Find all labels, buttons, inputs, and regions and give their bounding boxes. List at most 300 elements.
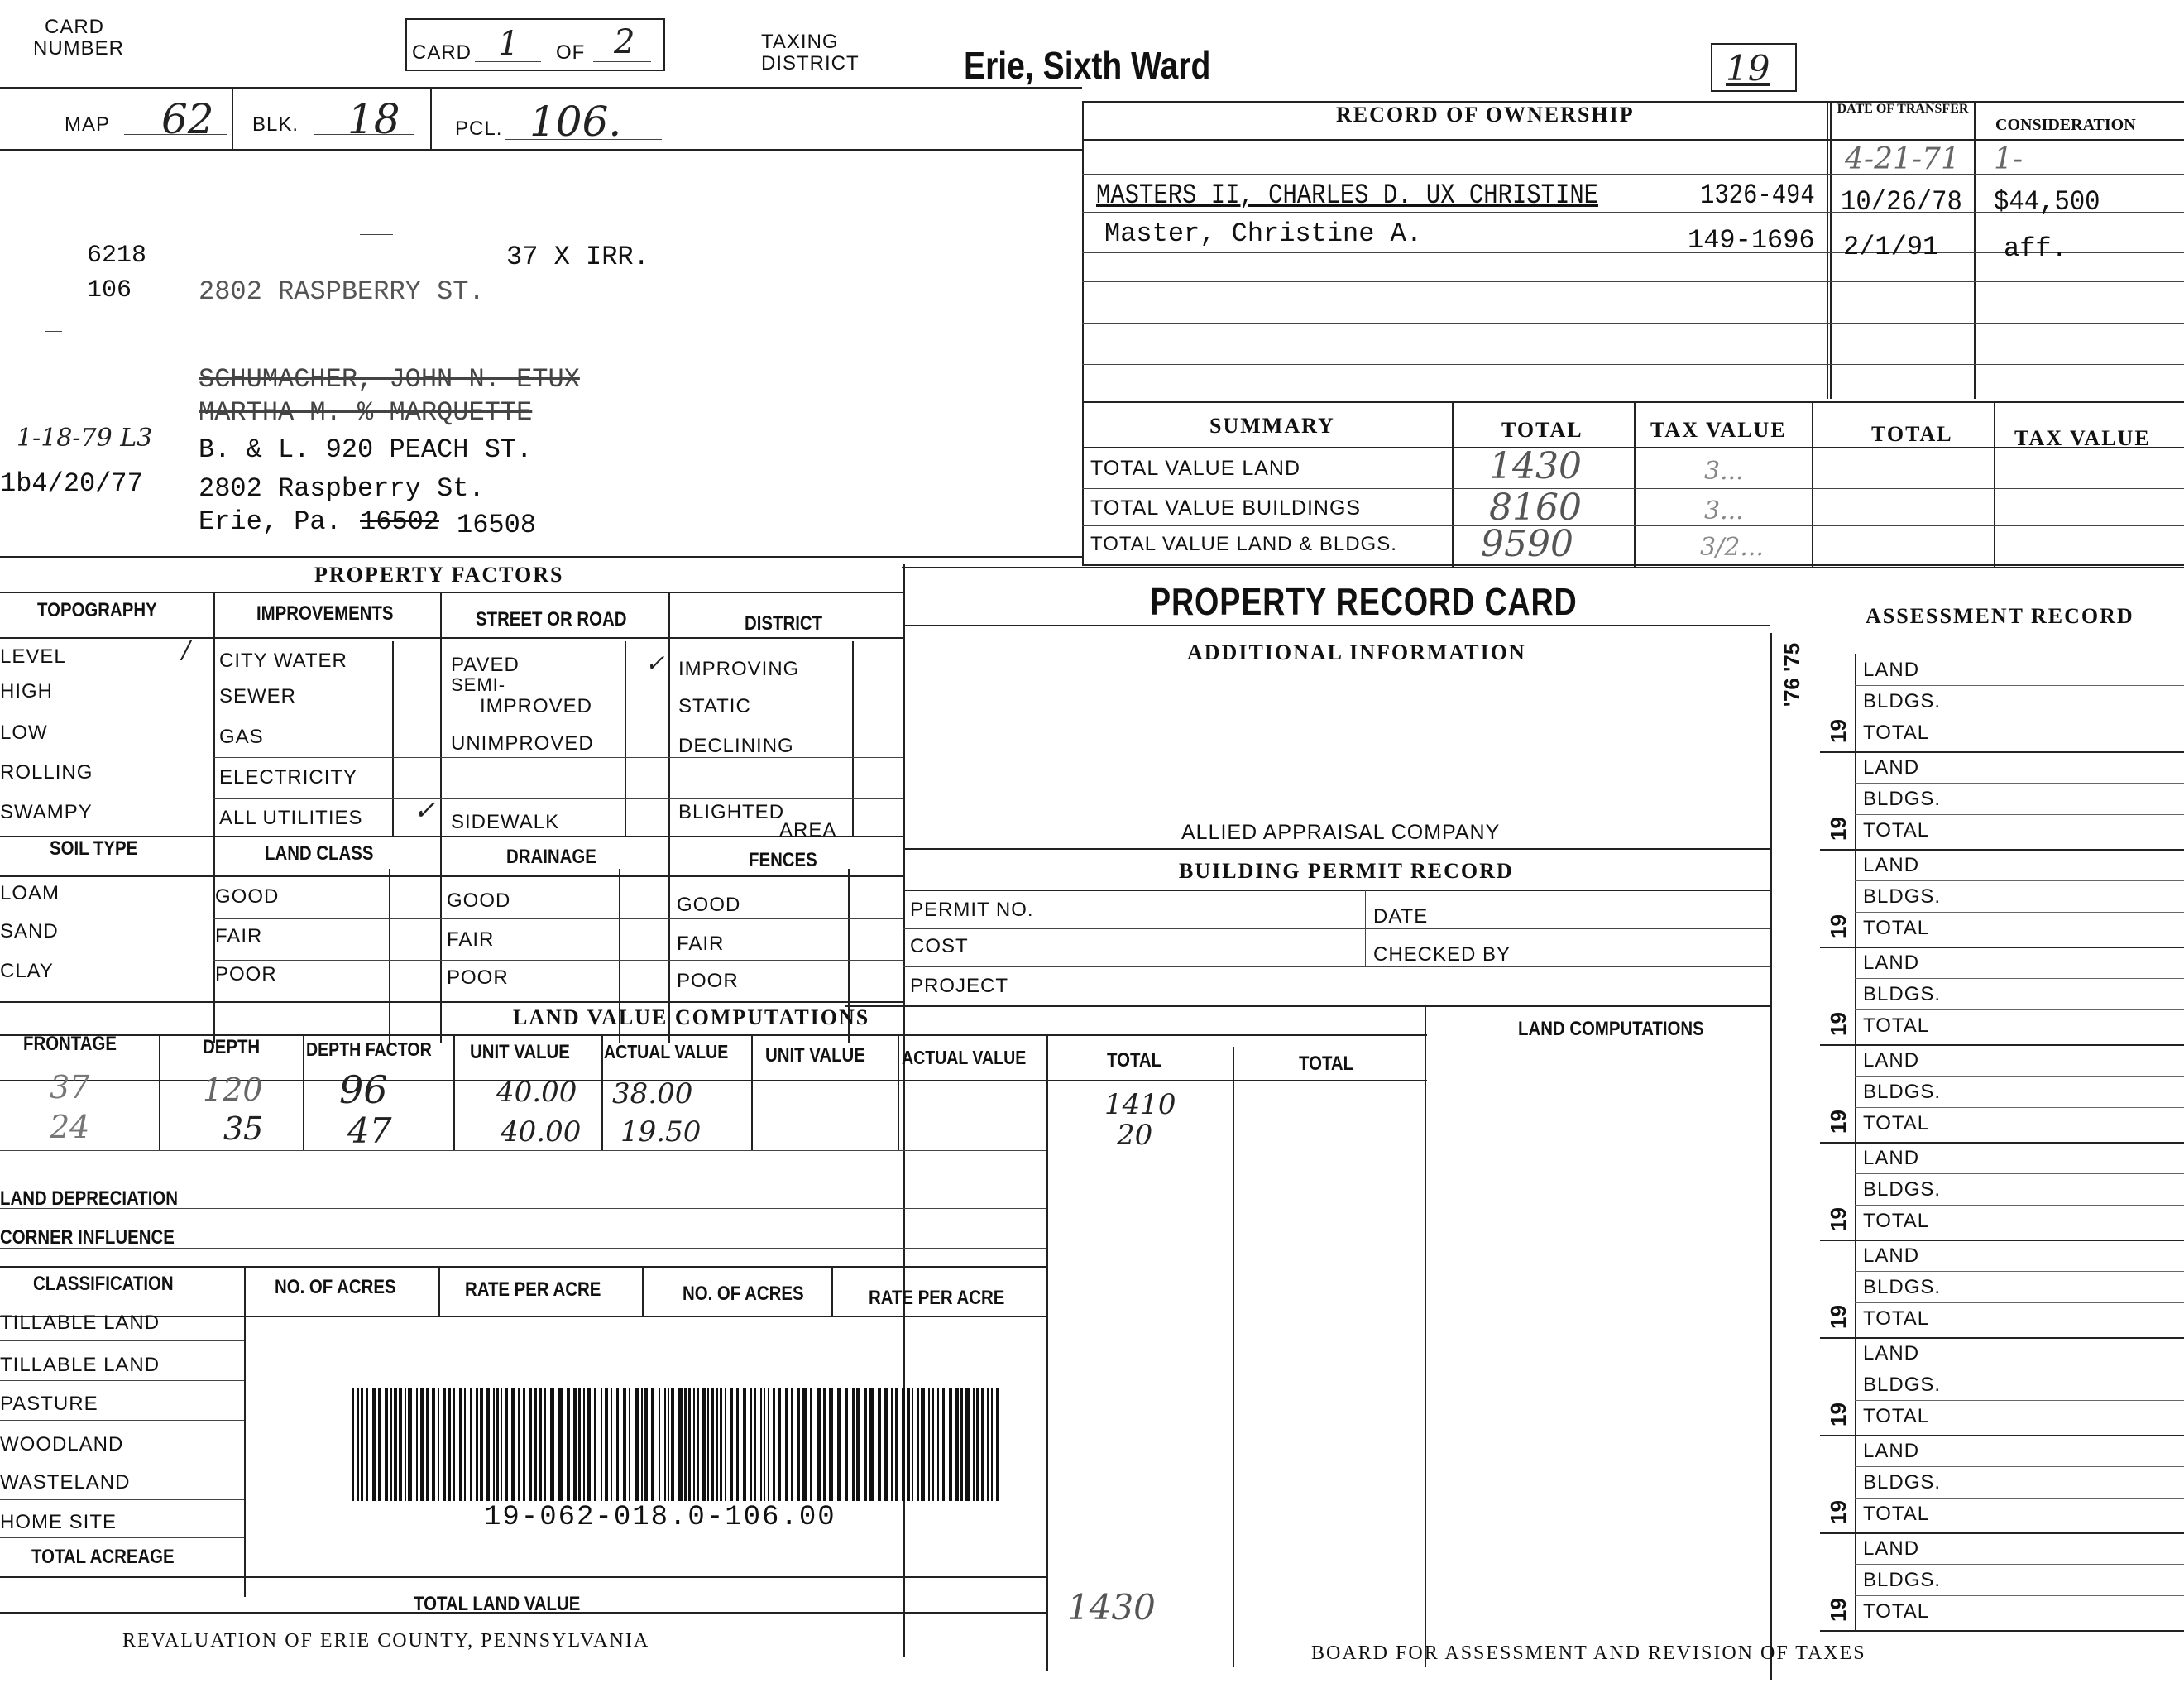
barcode-bar bbox=[641, 1388, 643, 1501]
owner-row-3-name: Master, Christine A. bbox=[1104, 218, 1423, 249]
summary-row-all-total: 9590 bbox=[1481, 523, 1573, 565]
assessment-bldgs-label: BLDGS. bbox=[1863, 885, 1942, 908]
barcode-bar bbox=[750, 1388, 752, 1501]
barcode-bar bbox=[991, 1388, 993, 1501]
mail-zip-old: 16502 bbox=[360, 506, 440, 537]
assessment-total-label: TOTAL bbox=[1863, 1307, 1930, 1330]
barcode-bar bbox=[529, 1388, 532, 1501]
barcode-bar bbox=[688, 1388, 691, 1501]
barcode-bar bbox=[366, 1388, 368, 1501]
barcode-bar bbox=[659, 1388, 660, 1501]
assessment-land-label: LAND bbox=[1863, 1440, 1920, 1462]
barcode-bar bbox=[976, 1388, 979, 1501]
barcode-bar bbox=[438, 1388, 439, 1501]
barcode-bar bbox=[955, 1388, 959, 1501]
barcode-bar bbox=[711, 1388, 714, 1501]
land-computations-title: LAND COMPUTATIONS bbox=[1518, 1018, 1704, 1040]
fences-header: FENCES bbox=[749, 849, 817, 871]
assessment-block bbox=[1820, 1240, 2184, 1339]
assessment-land-label: LAND bbox=[1863, 854, 1920, 876]
barcode-bar bbox=[671, 1388, 674, 1501]
drainage-header: DRAINAGE bbox=[506, 846, 596, 868]
drainage-fair: FAIR bbox=[447, 928, 495, 951]
improvement-city-water: CITY WATER bbox=[219, 650, 347, 672]
fences-good: GOOD bbox=[677, 894, 741, 916]
barcode-bar bbox=[810, 1388, 812, 1501]
lv-row-1-factor: 96 bbox=[339, 1067, 388, 1112]
card-number-label: CARD NUMBER bbox=[33, 16, 125, 60]
barcode-bar bbox=[878, 1388, 881, 1501]
lv-row-2-depth: 35 bbox=[223, 1110, 264, 1147]
barcode-bar bbox=[730, 1388, 733, 1501]
permit-date-label: DATE bbox=[1373, 905, 1429, 928]
card-num: 1 bbox=[498, 25, 520, 63]
assessment-year-prefix: 19 bbox=[1825, 1403, 1851, 1427]
barcode-bar bbox=[390, 1388, 392, 1501]
land-class-fair: FAIR bbox=[215, 925, 263, 947]
total-land-value-label: TOTAL LAND VALUE bbox=[414, 1593, 581, 1615]
barcode-bar bbox=[791, 1388, 793, 1501]
assessment-year-prefix: 19 bbox=[1825, 1110, 1851, 1134]
rate-per-acre-header-2: RATE PER ACRE bbox=[869, 1287, 1005, 1309]
assessment-total-label: TOTAL bbox=[1863, 917, 1930, 939]
barcode-bar bbox=[960, 1388, 963, 1501]
owner-row-3-consideration: aff. bbox=[2004, 233, 2067, 264]
assessment-year-prefix: 19 bbox=[1825, 817, 1851, 841]
lv-row-2-frontage: 24 bbox=[50, 1109, 90, 1145]
total-acreage-label: TOTAL ACREAGE bbox=[31, 1546, 175, 1568]
barcode-bar bbox=[511, 1388, 515, 1501]
transfer-date-1: 1-18-79 L3 bbox=[17, 424, 153, 453]
no-of-acres-header-2: NO. OF ACRES bbox=[682, 1283, 804, 1305]
barcode-bar bbox=[523, 1388, 525, 1501]
barcode-bar bbox=[802, 1388, 807, 1501]
card-total: 2 bbox=[614, 23, 635, 61]
assessment-year-prefix: 19 bbox=[1825, 914, 1851, 938]
assessment-year-prefix: 19 bbox=[1825, 1012, 1851, 1036]
old-owner-line-2: MARTHA M. % MARQUETTE bbox=[199, 397, 533, 428]
barcode-bar bbox=[664, 1388, 666, 1501]
barcode-bar bbox=[493, 1388, 495, 1501]
assessment-title: ASSESSMENT RECORD bbox=[1866, 604, 2134, 628]
barcode-bar bbox=[420, 1388, 424, 1501]
barcode-bar bbox=[448, 1388, 451, 1501]
class-pasture: PASTURE bbox=[0, 1393, 98, 1415]
barcode-bar bbox=[518, 1388, 520, 1501]
barcode-bar bbox=[764, 1388, 765, 1501]
class-tillable-land-1: TILLABLE LAND bbox=[0, 1312, 160, 1334]
summary-title: SUMMARY bbox=[1209, 414, 1335, 438]
barcode-bar bbox=[385, 1388, 388, 1501]
barcode-bar bbox=[459, 1388, 462, 1501]
assessment-block bbox=[1820, 1337, 2184, 1436]
assessment-land-label: LAND bbox=[1863, 756, 1920, 779]
barcode-bar bbox=[942, 1388, 945, 1501]
barcode-bar bbox=[443, 1388, 446, 1501]
soil-loam: LOAM bbox=[0, 882, 60, 904]
land-class-poor: POOR bbox=[215, 963, 277, 985]
barcode-bar bbox=[768, 1388, 769, 1501]
barcode-bar bbox=[629, 1388, 630, 1501]
barcode-bar bbox=[534, 1388, 537, 1501]
barcode-bar bbox=[378, 1388, 381, 1501]
class-woodland: WOODLAND bbox=[0, 1433, 124, 1455]
assessment-year-prefix: 19 bbox=[1825, 1598, 1851, 1622]
barcode-bar bbox=[797, 1388, 800, 1501]
ward-box bbox=[1711, 43, 1797, 92]
summary-total-header-2: TOTAL bbox=[1871, 422, 1953, 446]
barcode-bar bbox=[856, 1388, 860, 1501]
lv-row-1-actual: 38.00 bbox=[612, 1077, 693, 1110]
date-of-transfer-header: DATE OF TRANSFER bbox=[1837, 102, 1969, 116]
assessment-block bbox=[1820, 1532, 2184, 1632]
lv-row-2-actual: 19.50 bbox=[620, 1115, 702, 1149]
assessment-land-label: LAND bbox=[1863, 1342, 1920, 1364]
topography-low: LOW bbox=[0, 722, 48, 744]
class-wasteland: WASTELAND bbox=[0, 1471, 131, 1494]
assessment-block bbox=[1820, 1142, 2184, 1241]
barcode-bar bbox=[907, 1388, 910, 1501]
lv-header-depth-factor: DEPTH FACTOR bbox=[306, 1038, 432, 1060]
barcode-bar bbox=[949, 1388, 952, 1501]
barcode-bar bbox=[823, 1388, 826, 1501]
land-depreciation-label: LAND DEPRECIATION bbox=[0, 1187, 178, 1210]
assessment-land-label: LAND bbox=[1863, 659, 1920, 681]
lv-row-2-total: 20 bbox=[1117, 1119, 1153, 1152]
assessment-total-label: TOTAL bbox=[1863, 1503, 1930, 1525]
owner-row-2-deed: 1326-494 bbox=[1700, 180, 1815, 212]
barcode-bar bbox=[611, 1388, 612, 1501]
classification-header: CLASSIFICATION bbox=[33, 1273, 174, 1295]
barcode-bar bbox=[965, 1388, 970, 1501]
assessment-bldgs-label: BLDGS. bbox=[1863, 788, 1942, 810]
lv-header-frontage: FRONTAGE bbox=[23, 1033, 117, 1055]
assessment-bldgs-label: BLDGS. bbox=[1863, 1569, 1942, 1591]
assessment-year-prefix: 19 bbox=[1825, 1207, 1851, 1231]
of-label: OF bbox=[556, 41, 586, 64]
mail-address-city: Erie, Pa. bbox=[199, 506, 342, 537]
barcode-bar bbox=[884, 1388, 888, 1501]
lv-header-unit-value-2: UNIT VALUE bbox=[765, 1044, 865, 1067]
lv-header-actual-value-2: ACTUAL VALUE bbox=[902, 1047, 1027, 1068]
barcode-bar bbox=[394, 1388, 397, 1501]
barcode-bar bbox=[550, 1388, 554, 1501]
barcode-bar bbox=[408, 1388, 412, 1501]
barcode-bar bbox=[616, 1388, 619, 1501]
summary-tax-value-header: TAX VALUE bbox=[1650, 418, 1787, 442]
barcode-bar bbox=[981, 1388, 984, 1501]
check-mark: / bbox=[182, 635, 191, 664]
check-mark: ✓ bbox=[645, 650, 665, 677]
assessment-block bbox=[1820, 849, 2184, 948]
barcode-bar bbox=[684, 1388, 687, 1501]
street-semi: SEMI- bbox=[451, 674, 506, 695]
summary-row-all-tax: 3/2... bbox=[1700, 533, 1764, 562]
assessment-bldgs-label: BLDGS. bbox=[1863, 690, 1942, 712]
barcode-bar bbox=[505, 1388, 508, 1501]
soil-sand: SAND bbox=[0, 920, 59, 942]
barcode-bar bbox=[716, 1388, 718, 1501]
owner-row-3-date: 2/1/91 bbox=[1843, 232, 1939, 262]
card-box bbox=[405, 18, 665, 71]
assessment-bldgs-label: BLDGS. bbox=[1863, 1081, 1942, 1103]
district-blighted: BLIGHTED bbox=[678, 801, 785, 823]
fences-poor: POOR bbox=[677, 970, 739, 992]
summary-row-buildings-tax: 3... bbox=[1704, 496, 1744, 525]
checked-by-label: CHECKED BY bbox=[1373, 943, 1511, 966]
barcode-bar bbox=[891, 1388, 893, 1501]
lv-header-actual-value: ACTUAL VALUE bbox=[604, 1041, 729, 1062]
barcode-bar bbox=[587, 1388, 591, 1501]
barcode-bar bbox=[829, 1388, 833, 1501]
consideration-header: CONSIDERATION bbox=[1995, 116, 2136, 134]
bank-line: B. & L. 920 PEACH ST. bbox=[199, 434, 533, 465]
district-header: DISTRICT bbox=[745, 612, 823, 635]
assessment-land-label: LAND bbox=[1863, 952, 1920, 974]
barcode-bar bbox=[644, 1388, 648, 1501]
lv-row-2-unit: 40.00 bbox=[500, 1115, 582, 1149]
barcode-bar bbox=[987, 1388, 989, 1501]
class-home-site: HOME SITE bbox=[0, 1511, 117, 1533]
ward-num: 19 bbox=[1726, 48, 1770, 89]
barcode-bar bbox=[476, 1388, 478, 1501]
total-land-value-amount: 1430 bbox=[1067, 1587, 1156, 1628]
barcode-bar bbox=[416, 1388, 418, 1501]
assessment-land-label: LAND bbox=[1863, 1244, 1920, 1267]
district-name: Erie, Sixth Ward bbox=[964, 44, 1211, 87]
owner-row-2-date: 10/26/78 bbox=[1841, 187, 1962, 218]
rate-per-acre-header: RATE PER ACRE bbox=[465, 1278, 601, 1301]
barcode-bar bbox=[785, 1388, 788, 1501]
check-mark: ✓ bbox=[414, 794, 436, 826]
pcl-label: PCL. bbox=[455, 117, 503, 140]
topography-rolling: ROLLING bbox=[0, 761, 93, 784]
barcode-bar bbox=[372, 1388, 376, 1501]
barcode-bar bbox=[594, 1388, 596, 1501]
barcode-bar bbox=[539, 1388, 542, 1501]
barcode-bar bbox=[707, 1388, 709, 1501]
street-unimproved: UNIMPROVED bbox=[451, 732, 594, 755]
summary-row-all-label: TOTAL VALUE LAND & BLDGS. bbox=[1090, 533, 1397, 555]
summary-row-buildings-label: TOTAL VALUE BUILDINGS bbox=[1090, 496, 1362, 520]
fences-fair: FAIR bbox=[677, 933, 725, 955]
assessment-year-prefix: 19 bbox=[1825, 1305, 1851, 1329]
land-class-good: GOOD bbox=[215, 885, 280, 908]
blk-label: BLK. bbox=[252, 113, 299, 136]
barcode-bar bbox=[601, 1388, 602, 1501]
parcel-dimensions: 37 X IRR. bbox=[506, 242, 649, 272]
owner-row-2-name: MASTERS II, CHARLES D. UX CHRISTINE bbox=[1096, 180, 1599, 212]
district-area: AREA bbox=[779, 819, 837, 842]
improvements-header: IMPROVEMENTS bbox=[256, 602, 394, 625]
improvement-electricity: ELECTRICITY bbox=[219, 766, 358, 789]
summary-row-land-label: TOTAL VALUE LAND bbox=[1090, 457, 1301, 480]
assessment-block bbox=[1820, 1435, 2184, 1534]
barcode-bar bbox=[605, 1388, 608, 1501]
barcode-bar bbox=[558, 1388, 563, 1501]
drainage-good: GOOD bbox=[447, 890, 511, 912]
corner-influence-label: CORNER INFLUENCE bbox=[0, 1226, 175, 1249]
barcode-bar bbox=[973, 1388, 975, 1501]
assessment-year-prefix: 19 bbox=[1825, 1500, 1851, 1524]
barcode-bar bbox=[464, 1388, 466, 1501]
barcode-bar bbox=[773, 1388, 775, 1501]
taxing-district-label: TAXING DISTRICT bbox=[761, 31, 860, 74]
district-declining: DECLINING bbox=[678, 735, 794, 757]
assessment-block bbox=[1820, 654, 2184, 753]
permit-no-label: PERMIT NO. bbox=[910, 899, 1034, 921]
permit-cost-label: COST bbox=[910, 935, 969, 957]
barcode-bar bbox=[693, 1388, 695, 1501]
summary-tax-value-header-2: TAX VALUE bbox=[2014, 426, 2151, 450]
barcode-bar bbox=[754, 1388, 756, 1501]
assessment-bldgs-label: BLDGS. bbox=[1863, 1178, 1942, 1201]
year-stamp: '76 '75 bbox=[1779, 642, 1805, 707]
lv-row-2-factor: 47 bbox=[347, 1110, 392, 1151]
barcode-bar bbox=[486, 1388, 490, 1501]
barcode-bar bbox=[760, 1388, 762, 1501]
assessment-block bbox=[1820, 947, 2184, 1046]
barcode-bar bbox=[869, 1388, 874, 1501]
barcode-bar bbox=[480, 1388, 483, 1501]
assessment-total-label: TOTAL bbox=[1863, 1112, 1930, 1134]
soil-clay: CLAY bbox=[0, 960, 54, 982]
lv-header-total: TOTAL bbox=[1107, 1049, 1162, 1072]
district-improving: IMPROVING bbox=[678, 658, 800, 680]
barcode-bar bbox=[352, 1388, 354, 1501]
barcode-bar bbox=[845, 1388, 848, 1501]
assessment-total-label: TOTAL bbox=[1863, 1210, 1930, 1232]
barcode-bar bbox=[583, 1388, 585, 1501]
lv-header-total-2: TOTAL bbox=[1299, 1053, 1354, 1075]
barcode-bar bbox=[702, 1388, 706, 1501]
map-value: 62 bbox=[161, 95, 214, 143]
barcode-bar bbox=[361, 1388, 363, 1501]
assessment-block bbox=[1820, 751, 2184, 851]
barcode-bar bbox=[864, 1388, 867, 1501]
owner-row-1-date: 4-21-71 bbox=[1845, 142, 1960, 176]
topography-swampy: SWAMPY bbox=[0, 801, 93, 823]
barcode-bar bbox=[996, 1388, 999, 1501]
assessment-total-label: TOTAL bbox=[1863, 1014, 1930, 1037]
summary-row-buildings-total: 8160 bbox=[1489, 487, 1582, 529]
barcode-bar bbox=[743, 1388, 746, 1501]
soil-type-header: SOIL TYPE bbox=[50, 837, 138, 860]
additional-info-title: ADDITIONAL INFORMATION bbox=[1187, 640, 1526, 664]
summary-row-land-total: 1430 bbox=[1489, 445, 1582, 487]
land-class-header: LAND CLASS bbox=[265, 842, 374, 865]
footer-left: REVALUATION OF ERIE COUNTY, PENNSYLVANIA bbox=[122, 1630, 650, 1652]
barcode-bar bbox=[496, 1388, 499, 1501]
barcode-bar bbox=[837, 1388, 841, 1501]
barcode-bar bbox=[635, 1388, 639, 1501]
street-paved: PAVED bbox=[451, 654, 520, 676]
parcel-code-1: 6218 bbox=[87, 242, 147, 270]
footer-right: BOARD FOR ASSESSMENT AND REVISION OF TAXES bbox=[1311, 1642, 1866, 1664]
barcode-bar bbox=[405, 1388, 406, 1501]
barcode-bar bbox=[500, 1388, 502, 1501]
blk-value: 18 bbox=[347, 95, 400, 143]
lv-header-unit-value: UNIT VALUE bbox=[470, 1041, 570, 1063]
property-record-card-title: PROPERTY RECORD CARD bbox=[1150, 580, 1578, 623]
ownership-title: RECORD OF OWNERSHIP bbox=[1336, 103, 1635, 127]
mail-address-line-1: 2802 Raspberry St. bbox=[199, 473, 485, 504]
barcode-bar bbox=[578, 1388, 581, 1501]
street-sidewalk: SIDEWALK bbox=[451, 811, 560, 833]
barcode-bar bbox=[917, 1388, 919, 1501]
assessment-total-label: TOTAL bbox=[1863, 1600, 1930, 1623]
project-label: PROJECT bbox=[910, 975, 1009, 997]
barcode-bar bbox=[651, 1388, 654, 1501]
assessment-bldgs-label: BLDGS. bbox=[1863, 1471, 1942, 1494]
summary-row-land-tax: 3... bbox=[1704, 457, 1744, 486]
card-label: CARD bbox=[412, 41, 472, 64]
lv-header-depth: DEPTH bbox=[203, 1036, 261, 1058]
barcode-bar bbox=[928, 1388, 930, 1501]
barcode-text: 19-062-018.0-106.00 bbox=[484, 1502, 836, 1533]
street-header: STREET OR ROAD bbox=[476, 608, 627, 631]
assessment-year-prefix: 19 bbox=[1825, 719, 1851, 743]
assessment-total-label: TOTAL bbox=[1863, 819, 1930, 842]
assessment-bldgs-label: BLDGS. bbox=[1863, 1276, 1942, 1298]
assessment-bldgs-label: BLDGS. bbox=[1863, 983, 1942, 1005]
improvement-all-utilities: ALL UTILITIES bbox=[219, 807, 363, 829]
parcel-code-2: 106 bbox=[87, 276, 132, 305]
barcode-bar bbox=[912, 1388, 913, 1501]
property-factors-title: PROPERTY FACTORS bbox=[314, 563, 564, 587]
building-permit-title: BUILDING PERMIT RECORD bbox=[1179, 859, 1514, 883]
barcode-bar bbox=[544, 1388, 546, 1501]
owner-row-2-consideration: $44,500 bbox=[1994, 187, 2100, 218]
lv-row-1-depth: 120 bbox=[203, 1072, 263, 1108]
topography-high: HIGH bbox=[0, 680, 53, 703]
barcode-bar bbox=[668, 1388, 669, 1501]
barcode-bar bbox=[432, 1388, 435, 1501]
drainage-poor: POOR bbox=[447, 966, 509, 989]
pcl-value: 106. bbox=[529, 98, 622, 146]
barcode-bar bbox=[852, 1388, 855, 1501]
barcode-bar bbox=[932, 1388, 934, 1501]
barcode-bar bbox=[921, 1388, 925, 1501]
barcode-bar bbox=[937, 1388, 939, 1501]
barcode-bar bbox=[567, 1388, 570, 1501]
district-static: STATIC bbox=[678, 695, 751, 717]
barcode-bar bbox=[736, 1388, 739, 1501]
barcode-bar bbox=[573, 1388, 577, 1501]
barcode-bar bbox=[623, 1388, 626, 1501]
barcode-bar bbox=[678, 1388, 682, 1501]
summary-total-header: TOTAL bbox=[1502, 418, 1583, 442]
barcode-bar bbox=[902, 1388, 905, 1501]
barcode bbox=[352, 1388, 1001, 1501]
assessment-total-label: TOTAL bbox=[1863, 722, 1930, 744]
assessment-total-label: TOTAL bbox=[1863, 1405, 1930, 1427]
barcode-bar bbox=[453, 1388, 455, 1501]
barcode-bar bbox=[720, 1388, 722, 1501]
barcode-bar bbox=[895, 1388, 898, 1501]
topography-level: LEVEL bbox=[0, 645, 66, 668]
barcode-bar bbox=[399, 1388, 402, 1501]
assessment-land-label: LAND bbox=[1863, 1147, 1920, 1169]
barcode-bar bbox=[778, 1388, 781, 1501]
lv-row-1-total: 1410 bbox=[1104, 1088, 1176, 1121]
transfer-date-2: 1b4/20/77 bbox=[0, 468, 143, 499]
assessment-bldgs-label: BLDGS. bbox=[1863, 1374, 1942, 1396]
no-of-acres-header: NO. OF ACRES bbox=[275, 1276, 396, 1298]
mail-zip-new: 16508 bbox=[457, 510, 537, 540]
parcel-address: 2802 RASPBERRY ST. bbox=[199, 276, 485, 307]
owner-row-3-deed: 149-1696 bbox=[1688, 225, 1815, 256]
